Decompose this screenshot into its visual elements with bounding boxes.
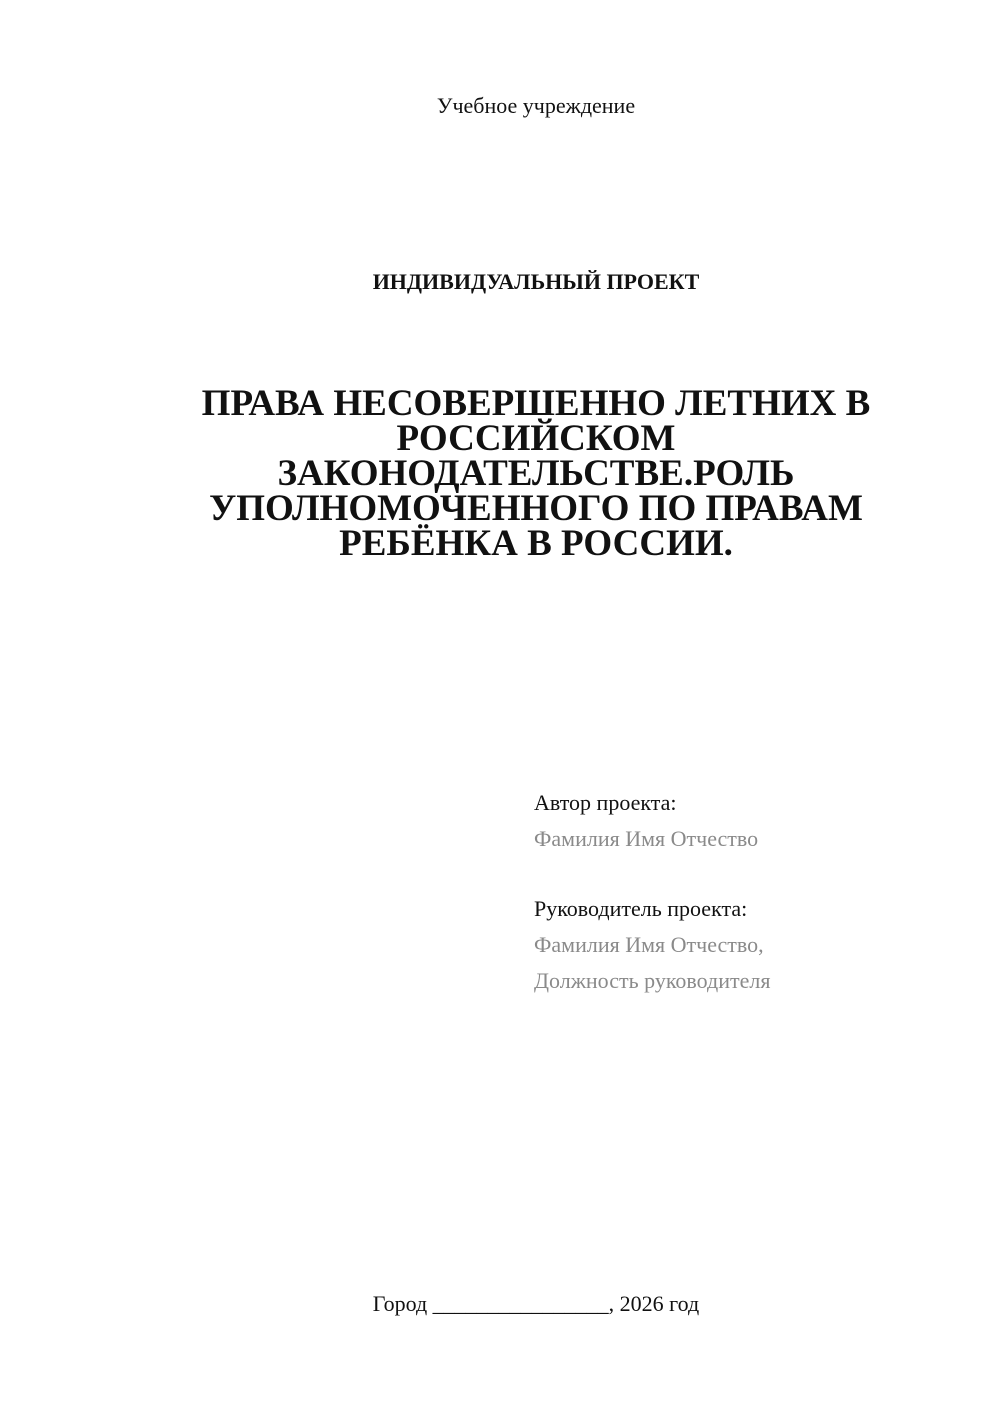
- title-line: ЗАКОНОДАТЕЛЬСТВЕ.РОЛЬ: [277, 453, 795, 494]
- title-line: РЕБЁНКА В РОССИИ.: [339, 523, 733, 564]
- supervisor-block: [534, 894, 974, 996]
- author-block: [534, 788, 974, 854]
- supervisor-position: Должность руководителя: [534, 968, 771, 993]
- supervisor-name: Фамилия Имя Отчество,: [534, 932, 764, 957]
- title-line: ПРАВА НЕСОВЕРШЕННО ЛЕТНИХ В: [201, 383, 871, 424]
- title-line: УПОЛНОМОЧЕННОГО ПО ПРАВАМ: [209, 488, 863, 529]
- institution-name: Учебное учреждение: [436, 93, 636, 118]
- title-line: РОССИЙСКОМ: [396, 418, 676, 459]
- supervisor-label: Руководитель проекта:: [534, 896, 748, 921]
- document-type: ИНДИВИДУАЛЬНЫЙ ПРОЕКТ: [372, 269, 700, 294]
- author-name: Фамилия Имя Отчество: [534, 826, 759, 851]
- project-title: [180, 383, 892, 564]
- author-label: Автор проекта:: [534, 790, 677, 815]
- city-year: Город ________________, 2026 год: [372, 1291, 700, 1316]
